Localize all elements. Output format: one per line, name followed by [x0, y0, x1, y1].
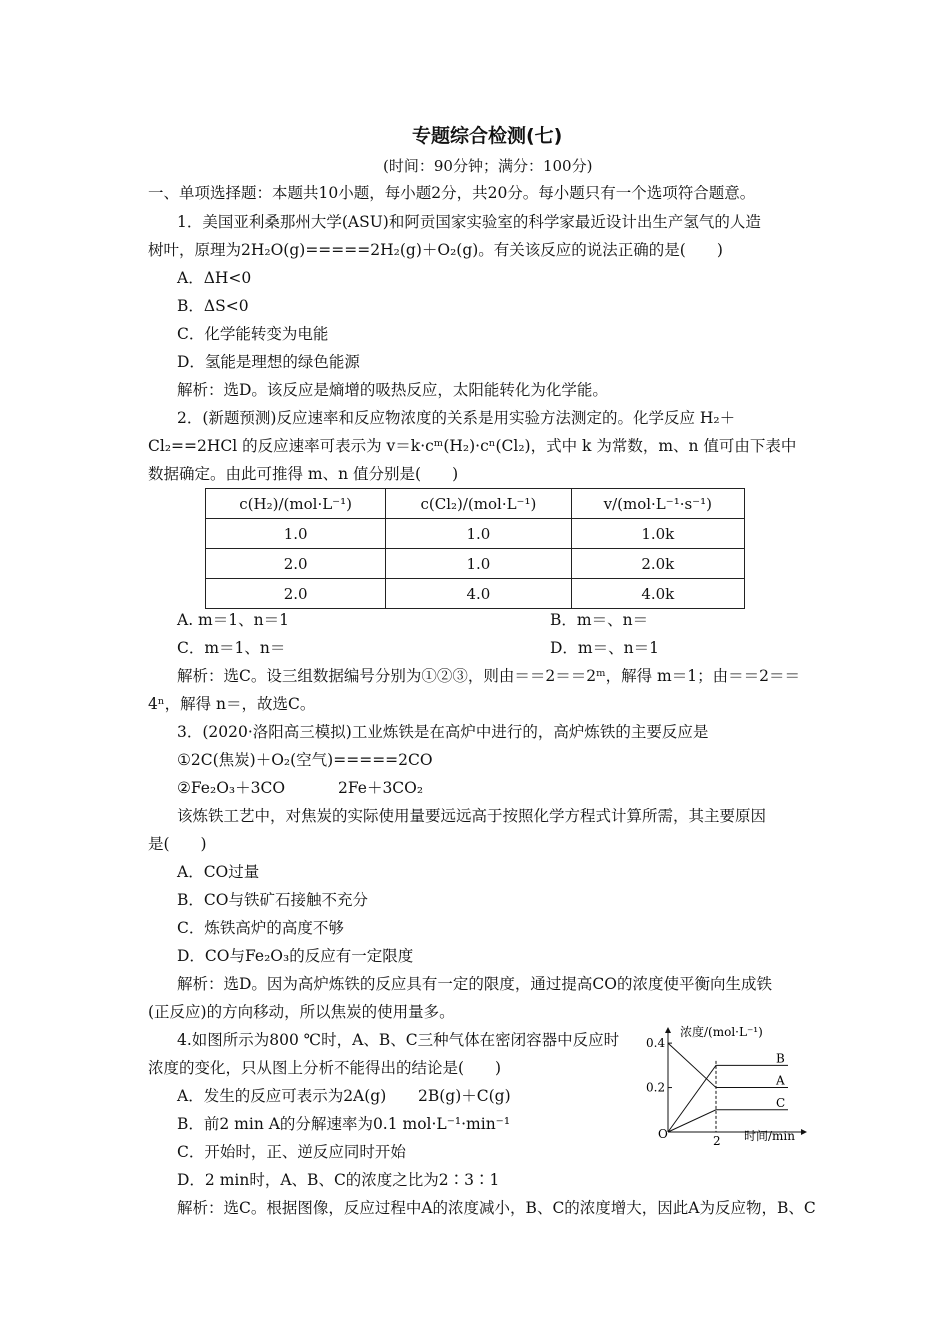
page-title: 专题综合检测(七): [412, 125, 563, 147]
section-heading: 一、单项选择题：本题共10小题，每小题2分，共20分。每小题只有一个选项符合题意。: [148, 184, 756, 202]
q2-option-c: C．m＝1、n＝: [177, 639, 286, 657]
q4-option-a-left: A．发生的反应可表示为2A(g): [177, 1087, 387, 1105]
q4-option-a-right: 2B(g)＋C(g): [418, 1087, 511, 1105]
q2-option-d: D．m＝、n＝1: [550, 639, 659, 657]
q2-stem-line3: 数据确定。由此可推得 m、n 值分别是( ): [148, 465, 459, 483]
q2-analysis-line2: 4ⁿ，解得 n＝，故选C。: [148, 695, 316, 713]
q1-stem-line2: 树叶，原理为2H₂O(g)=====2H₂(g)＋O₂(g)。有关该反应的说法正确的是( ): [148, 241, 723, 259]
table-cell: 2.0: [206, 579, 386, 609]
table-row: [206, 579, 745, 609]
q3-reaction2-right: 2Fe＋3CO₂: [338, 779, 424, 797]
q3-stem-line2: 该炼铁工艺中，对焦炭的实际使用量要远远高于按照化学方程式计算所需，其主要原因: [177, 807, 767, 825]
q2-analysis-line1: 解析：选C。设三组数据编号分别为①②③，则由＝＝2＝＝2ᵐ，解得 m＝1；由＝＝2＝＝: [177, 667, 800, 685]
chart-series-label-c: C: [776, 1095, 786, 1110]
q2-stem-line1: 2．(新题预测)反应速率和反应物浓度的关系是用实验方法测定的。化学反应 H₂＋: [177, 409, 736, 427]
table-header-cell: c(H₂)/(mol·L⁻¹): [206, 489, 386, 519]
q3-option-d: D．CO与Fe₂O₃的反应有一定限度: [177, 947, 414, 965]
table-row: [206, 519, 745, 549]
table-header-cell: v/(mol·L⁻¹·s⁻¹): [571, 489, 744, 519]
q3-analysis-line1: 解析：选D。因为高炉炼铁的反应具有一定的限度，通过提高CO的浓度使平衡向生成铁: [177, 975, 772, 993]
chart-series-label-a: A: [776, 1073, 785, 1088]
table-cell: 2.0k: [571, 549, 744, 579]
q3-option-a: A．CO过量: [177, 863, 260, 881]
q2-option-a: A. m＝1、n＝1: [177, 611, 289, 629]
q1-option-c: C．化学能转变为电能: [177, 325, 329, 343]
q3-option-b: B．CO与铁矿石接触不充分: [177, 891, 368, 909]
q3-option-c: C．炼铁高炉的高度不够: [177, 919, 344, 937]
q1-option-d: D．氢能是理想的绿色能源: [177, 353, 360, 371]
q2-option-b: B．m＝、n＝: [550, 611, 649, 629]
q3-reaction1: ①2C(焦炭)＋O₂(空气)=====2CO: [177, 751, 433, 769]
table-header-cell: c(Cl₂)/(mol·L⁻¹): [386, 489, 571, 519]
q4-option-c: C．开始时，正、逆反应同时开始: [177, 1143, 406, 1161]
table-cell: 4.0: [386, 579, 571, 609]
chart-y-axis-label: 浓度/(mol·L⁻¹): [680, 1025, 763, 1039]
q3-stem-line1: 3．(2020·洛阳高三模拟)工业炼铁是在高炉中进行的，高炉炼铁的主要反应是: [177, 723, 709, 741]
chart-y-tick-label: 0.4: [646, 1036, 666, 1051]
q1-option-a: A．ΔH<0: [177, 269, 252, 287]
q4-stem-line1: 4.如图所示为800 ℃时，A、B、C三种气体在密闭容器中反应时: [177, 1031, 620, 1049]
rate-data-table: [205, 488, 745, 609]
q3-reaction2-left: ②Fe₂O₃＋3CO: [177, 779, 286, 797]
table-cell: 1.0: [206, 519, 386, 549]
q4-option-d: D．2 min时，A、B、C的浓度之比为2∶3∶1: [177, 1171, 500, 1189]
table-row: [206, 549, 745, 579]
concentration-time-chart: [640, 1020, 810, 1150]
table-header-row: [206, 489, 745, 519]
chart-x-axis-label: 时间/min: [744, 1129, 795, 1143]
q4-stem-line2: 浓度的变化，只从图上分析不能得出的结论是( ): [148, 1059, 502, 1077]
table-cell: 1.0: [386, 519, 571, 549]
chart-series-label-b: B: [776, 1051, 785, 1066]
q1-analysis: 解析：选D。该反应是熵增的吸热反应，太阳能转化为化学能。: [177, 381, 608, 399]
q2-stem-line2: Cl₂==2HCl 的反应速率可表示为 v＝k·cᵐ(H₂)·cⁿ(Cl₂)，式中 k 为常数，m、n 值可由下表中: [148, 437, 797, 455]
table-cell: 1.0k: [571, 519, 744, 549]
page-subtitle: (时间：90分钟；满分：100分): [383, 157, 593, 175]
table-cell: 4.0k: [571, 579, 744, 609]
q1-option-b: B．ΔS<0: [177, 297, 249, 315]
table-cell: 2.0: [206, 549, 386, 579]
table-cell: 1.0: [386, 549, 571, 579]
q4-option-b: B．前2 min A的分解速率为0.1 mol·L⁻¹·min⁻¹: [177, 1115, 511, 1133]
q1-stem-line1: 1．美国亚利桑那州大学(ASU)和阿贡国家实验室的科学家最近设计出生产氢气的人造: [177, 213, 761, 231]
chart-series-line-b: [668, 1065, 788, 1132]
chart-y-tick-label: 0.2: [646, 1080, 666, 1095]
q4-analysis: 解析：选C。根据图像，反应过程中A的浓度减小，B、C的浓度增大，因此A为反应物，B、C: [177, 1199, 816, 1217]
q3-stem-line3: 是( ): [148, 835, 207, 853]
chart-origin-label: O: [658, 1127, 668, 1141]
q3-analysis-line2: (正反应)的方向移动，所以焦炭的使用量多。: [148, 1003, 455, 1021]
chart-x-tick-label: 2: [713, 1134, 721, 1148]
